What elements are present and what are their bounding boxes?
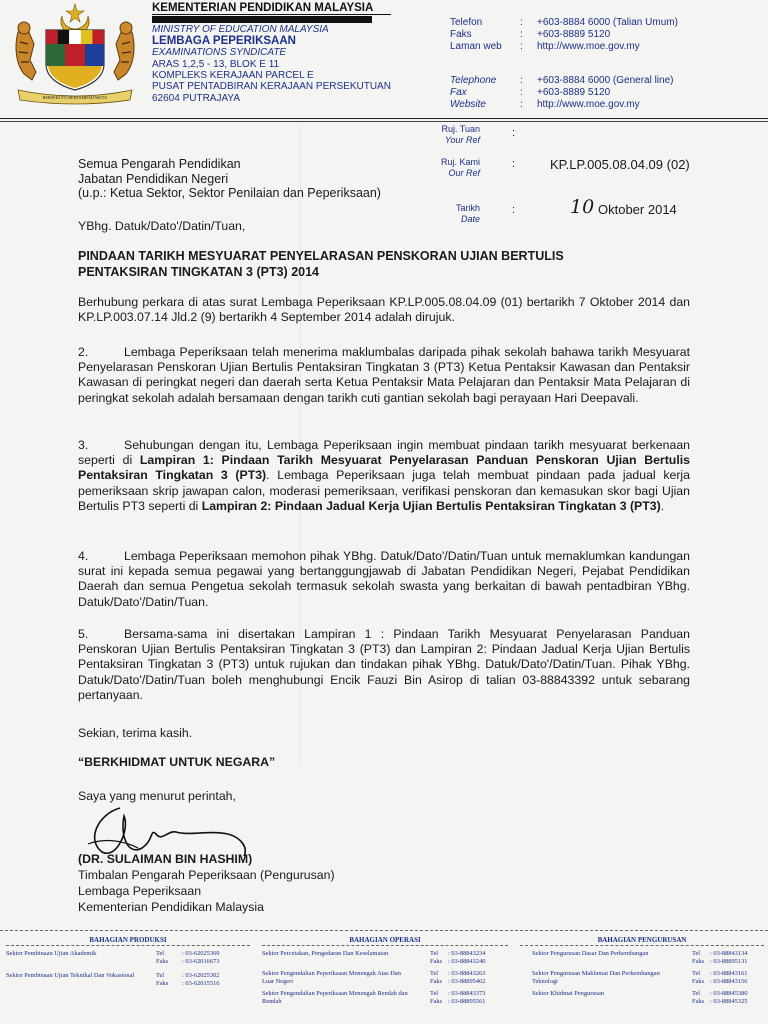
our-ref-label: Ruj. Kami Our Ref [440,157,480,178]
contact-value: +603-8889 5120 [537,87,611,98]
contact-label: Website [450,99,486,110]
redaction-bar [152,16,372,23]
address-line: 62604 PUTRAJAYA [152,92,241,104]
footer-column-pengurusan [520,936,764,1008]
signatory-dept: Lembaga Peperiksaan [78,884,202,898]
letter-subject: PINDAAN TARIKH MESYUARAT PENYELARASAN PENSKORAN UJIAN BERTULIS PENTAKSIRAN TINGKATAN 3 (PT3) 2014 [78,249,564,279]
paragraph-2: 2. Lembaga Peperiksaan telah menerima maklumbalas daripada pihak sekolah bahawa tarikh Mesyuarat Penyelarasan Penskoran Ujian Bertulis Pentaksiran Tingkatan 3 (PT3) Ketua Pentaksir Kawasan dan Pentaksir Kawasan di peringkat negeri dan daerah serta Ketua Pentaksir Mata Pelajaran dan Pentaksir Mata Pelajaran di peringkat sekolah adalah bersamaan dengan tarikh cuti gantian sekolah bagi perayaan Hari Deepavali. [78,345,690,405]
salutation: YBhg. Datuk/Dato'/Datin/Tuan, [78,219,246,233]
footer-divider [0,930,768,931]
recipient-line: (u.p.: Ketua Sektor, Sektor Penilaian dan Peperiksaan) [78,186,381,200]
board-name-en: EXAMINATIONS SYNDICATE [152,47,287,59]
ministry-name-en: MINISTRY OF EDUCATION MALAYSIA [152,24,329,36]
motto: “BERKHIDMAT UNTUK NEGARA” [78,755,276,769]
contact-label: Telephone [450,75,497,86]
footer-heading: BAHAGIAN OPERASI [349,936,421,944]
paragraph-4: 4. Lembaga Peperiksaan memohon pihak YBhg. Datuk/Dato'/Datin/Tuan untuk memaklumkan kandungan surat ini kepada semua pegawai yang bertanggungjawab di Jabatan Pendidikan Negeri, Pejabat Pendidikan Daerah dan semua Pengetua sekolah termasuk sekolah swasta yang berkaitan di bawah pentadbiran YBhg. Datuk/Dato'/Datin/Tuan. [78,549,690,609]
letterhead-divider [0,121,768,122]
contact-label: Telefon [450,17,483,28]
paragraph-5: 5. Bersama-sama ini disertakan Lampiran 1 : Pindaan Tarikh Mesyuarat Penyelarasan Panduan Penskoran Ujian Bertulis Pentaksiran Tingkatan 3 (PT3) dan Lampiran 2: Pindaan Jadual Kerja Ujian Bertulis Pentaksiran Tingkatan 3 (PT3) untuk rujukan dan tindakan pihak YBhg. Datuk/Dato'/Datin/Tuan. Pihak YBhg. Datuk/Dato'/Datin/Tuan boleh menghubungi Encik Fauzi Bin Asirop di talian 03-88843392 untuk sebarang pertanyaan. [78,627,690,702]
footer-row: Sektor Pengurusan Maklumat Dan Perkembangan Teknologi Tel : 03-88843161 Faks : 03-88843156 [532,970,748,985]
recipient-line: Semua Pengarah Pendidikan [78,157,241,171]
footer-row: Sektor Pembinaan Ujian Teknikal Dan Vokasional Tel : 03-62025302 Faks : 03-62015516 [6,972,220,987]
paragraph-1: Berhubung perkara di atas surat Lembaga Peperiksaan KP.LP.005.08.04.09 (01) bertarikh 7 Oktober 2014 dan KP.LP.003.07.14 Jld.2 (9) bertarikh 4 September 2014 adalah dirujuk. [78,295,690,325]
website-link[interactable]: http://www.moe.gov.my [537,99,640,110]
svg-text:BERSEKUTU BERTAMBAH MUTU: BERSEKUTU BERTAMBAH MUTU [42,95,108,100]
footer-row: Sektor Pengurusan Dasar Dan Perkembangan Tel : 03-88843134 Faks : 03-88895131 [532,950,748,965]
footer-heading: BAHAGIAN PRODUKSI [89,936,167,944]
paragraph-3: 3. Sehubungan dengan itu, Lembaga Peperiksaan ingin membuat pindaan tarikh mesyuarat berkenaan seperti di Lampiran 1: Pindaan Tarikh Mesyuarat Penyelarasan Panduan Penskoran Ujian Bertulis Pentaksiran Tingkatan 3 (PT3). Lembaga Peperiksaan juga telah membuat pindaan pada jadual kerja pemeriksaan skrip jawapan calon, moderasi pemeriksaan, verifikasi penskoran dan kemasukan skor bagi Ujian Bertulis PT3 seperti di Lampiran 2: Pindaan Jadual Kerja Ujian Bertulis Pentaksiran Tingkatan 3 (PT3). [78,438,690,513]
footer-row: Sektor Pengendalian Peperiksaan Menengah Atas Dan Luar Negeri Tel : 03-88843263 Faks : 03-88895462 [262,970,486,985]
your-ref-label: Ruj. Tuan Your Ref [441,124,480,145]
address-line: ARAS 1,2,5 - 13, BLOK E 11 [152,58,280,70]
coat-of-arms-icon [10,2,140,106]
our-ref-value: KP.LP.005.08.04.09 (02) [550,157,690,172]
footer-row: Sektor Khidmat Pengurusan Tel : 03-88845380 Faks : 03-88845325 [532,990,748,1005]
signatory-name: (DR. SULAIMAN BIN HASHIM) [78,852,253,866]
recipient-line: Jabatan Pendidikan Negeri [78,171,229,186]
website-link[interactable]: http://www.moe.gov.my [537,41,640,52]
date-value: Oktober 2014 [598,202,677,217]
ministry-name-my: KEMENTERIAN PENDIDIKAN MALAYSIA [152,3,391,15]
footer-heading: BAHAGIAN PENGURUSAN [597,936,687,944]
letterhead-text [152,3,391,104]
date-label: Tarikh Date [455,203,480,224]
closing-line: Sekian, terima kasih. [78,726,193,740]
signatory-title: Timbalan Pengarah Peperiksaan (Pengurusan) [78,868,335,882]
address-line: KOMPLEKS KERAJAAN PARCEL E [152,70,314,82]
contact-value: +603-8884 6000 (General line) [537,75,674,86]
contact-value: +603-8884 6000 (Talian Umum) [537,17,678,28]
footer-row: Sektor Pengendalian Peperiksaan Menengah Rendah dan Rendah Tel : 03-88843373 Faks : 03-88895561 [262,990,486,1005]
footer-column-produksi [6,936,250,990]
signatory-block [78,851,335,915]
footer-row: Sektor Percetakan, Pengedaran Dan Keselamatan Tel : 03-88843234 Faks : 03-88843240 [262,950,486,965]
contact-label: Laman web [450,41,502,52]
yours-faithfully: Saya yang menurut perintah, [78,789,236,803]
footer-column-operasi [262,936,508,1008]
contact-label: Fax [450,87,467,98]
contact-value: +603-8889 5120 [537,29,611,40]
handwritten-date-day: 10 [570,196,595,218]
footer-row: Sektor Pembinaan Ujian Akademik Tel : 03-62025369 Faks : 03-62016673 [6,950,220,965]
contact-label: Faks [450,29,472,40]
address-line: PUSAT PENTADBIRAN KERAJAAN PERSEKUTUAN [152,81,391,93]
letterhead-divider [0,118,768,119]
board-name-my: LEMBAGA PEPERIKSAAN [152,34,296,47]
recipient-block [78,157,381,201]
signatory-ministry: Kementerian Pendidikan Malaysia [78,900,264,914]
